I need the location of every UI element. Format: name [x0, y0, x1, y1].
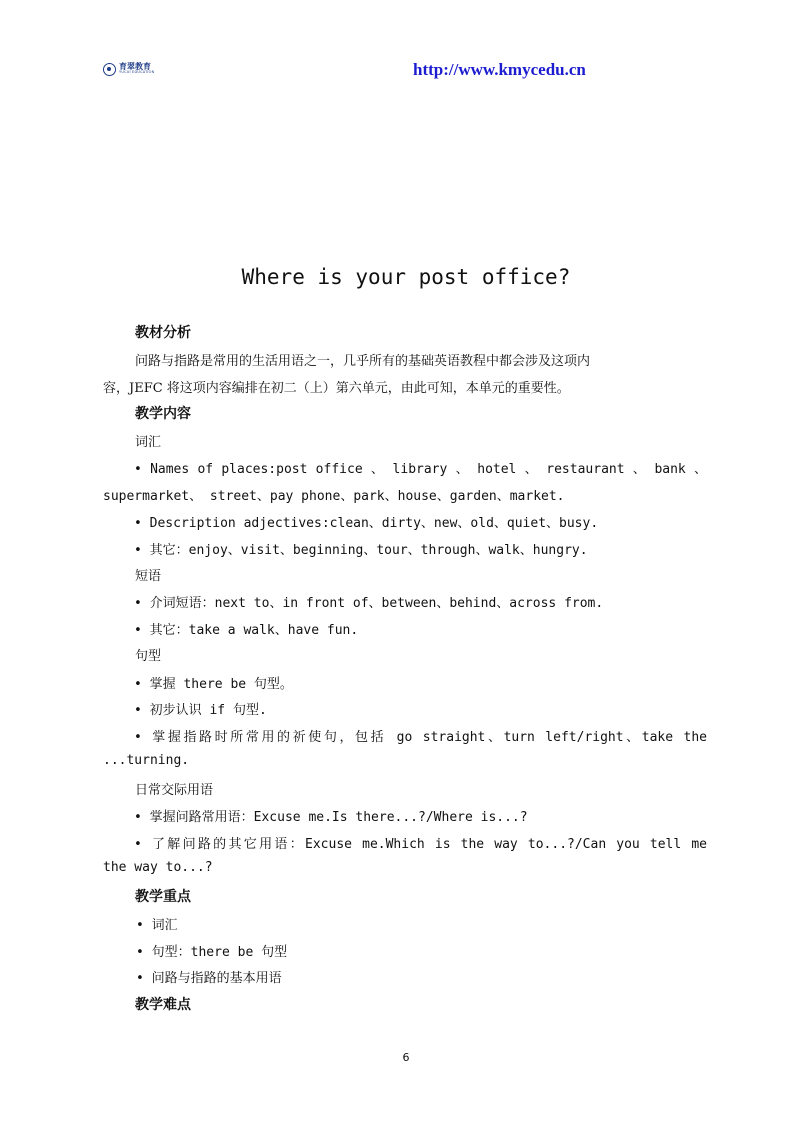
- logo-english-name: YUCUI EDUCATION: [119, 70, 155, 75]
- vocab-item-places-line-1: • Names of places:post office 、 library 、 hotel 、 restaurant 、 bank 、: [134, 462, 708, 477]
- label-daily-expressions: 日常交际用语: [135, 783, 214, 798]
- vocab-item-places-line-2: supermarket、 street、pay phone、park、house、garden、market.: [103, 489, 565, 504]
- phrase-item-prepositions: • 介词短语：next to、in front of、between、behind、across from.: [134, 596, 604, 611]
- heading-analysis: 教材分析: [135, 325, 191, 341]
- phrase-item-others: • 其它：take a walk、have fun.: [134, 623, 359, 638]
- analysis-line-2: 容，JEFC 将这项内容编排在初二（上）第六单元，由此可知，本单元的重要性。: [103, 381, 570, 396]
- sentence-item-imperatives-line-2: ...turning.: [103, 753, 190, 768]
- document-title: Where is your post office?: [241, 265, 571, 289]
- key-item-sentence: • 句型：there be 句型: [136, 945, 288, 960]
- vocab-item-adjectives: • Description adjectives:clean、dirty、new、old、quiet、busy.: [134, 516, 599, 531]
- heading-key-points: 教学重点: [135, 889, 191, 905]
- logo-emblem-icon: [103, 63, 116, 76]
- daily-item-other-line-2: the way to...?: [103, 860, 213, 875]
- page-number: 6: [402, 1051, 410, 1064]
- logo-chinese-name: 育翠教育: [119, 62, 151, 72]
- label-vocabulary: 词汇: [135, 435, 162, 450]
- logo-text: [119, 63, 154, 75]
- header-url-link[interactable]: http://www.kmycedu.cn: [413, 60, 586, 79]
- sentence-item-imperatives-line-1: • 掌握指路时所常用的祈使句，包括 go straight、turn left/right、take the: [134, 730, 707, 745]
- label-phrases: 短语: [135, 569, 162, 584]
- daily-item-asking: • 掌握问路常用语：Excuse me.Is there...?/Where is...?: [134, 810, 528, 825]
- daily-item-other-line-1: • 了解问路的其它用语：Excuse me.Which is the way to...?/Can you tell me: [134, 837, 707, 852]
- vocab-item-others: • 其它：enjoy、visit、beginning、tour、through、walk、hungry.: [134, 543, 588, 558]
- brand-logo: [103, 61, 167, 77]
- sentence-item-there-be: • 掌握 there be 句型。: [134, 677, 293, 692]
- analysis-line-1: 问路与指路是常用的生活用语之一，几乎所有的基础英语教程中都会涉及这项内: [135, 354, 591, 369]
- key-item-directions: • 问路与指路的基本用语: [136, 971, 282, 986]
- sentence-item-if: • 初步认识 if 句型.: [134, 703, 267, 718]
- label-sentence-patterns: 句型: [135, 649, 162, 664]
- key-item-vocabulary: • 词汇: [136, 918, 178, 933]
- heading-content: 教学内容: [135, 406, 191, 422]
- heading-difficult-points: 教学难点: [135, 997, 191, 1013]
